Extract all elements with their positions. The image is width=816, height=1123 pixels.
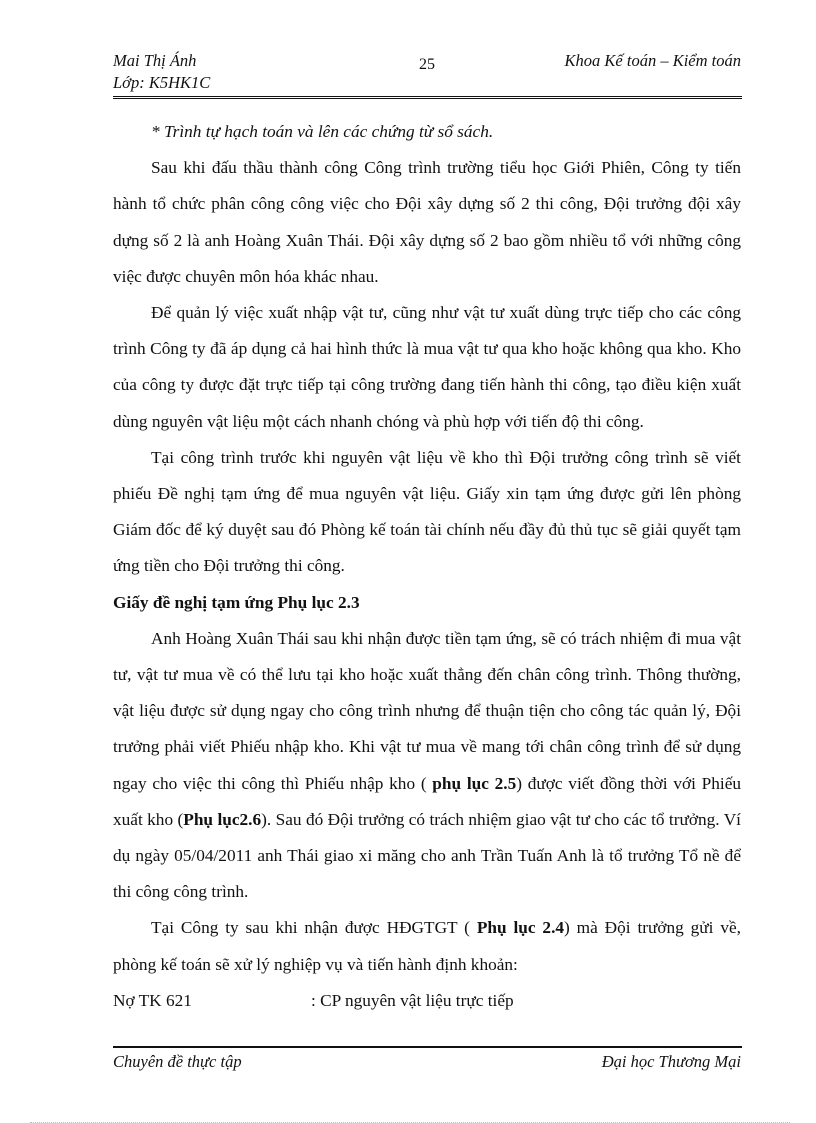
appendix-ref: Phụ lục 2.4	[469, 918, 565, 938]
header-rule	[113, 96, 742, 99]
entry-account: Nợ TK 621	[113, 990, 192, 1010]
paragraph-text: ) được viết đồng thời với Phiếu xuất kho (	[113, 773, 742, 829]
paragraph-text: Tại Công ty sau khi nhận được HĐGTGT (	[151, 918, 470, 938]
footer-rule	[113, 1046, 742, 1048]
paragraph-text: ) mà Đội trưởng gửi về, phòng kế toán sẽ xử lý nghiệp vụ và tiến hành định khoản:	[113, 918, 741, 974]
appendix-ref: phụ lục 2.5	[426, 773, 517, 793]
section-subtitle: * Trình tự hạch toán và lên các chứng từ sổ sách.	[151, 122, 494, 141]
page-header	[113, 50, 741, 98]
paragraph	[113, 621, 741, 911]
department-name: Khoa Kế toán – Kiểm toán	[564, 51, 741, 70]
paragraph	[113, 910, 741, 982]
document-body	[113, 114, 741, 1019]
author-name: Mai Thị Ánh	[113, 51, 197, 70]
footer-left: Chuyên đề thực tập	[113, 1052, 242, 1071]
footer-right: Đại học Thương Mại	[601, 1052, 741, 1071]
page-footer	[113, 1052, 741, 1076]
page-number: 25	[419, 56, 435, 73]
appendix-ref: Phụ lục2.6	[183, 809, 262, 829]
entry-description: : CP nguyên vật liệu trực tiếp	[311, 990, 514, 1010]
paragraph: Tại công trình trước khi nguyên vật liệu về kho thì Đội trưởng công trình sẽ viết phiếu Đề nghị tạm ứng để mua nguyên vật liệu. Giấy xin tạm ứng được gửi lên phòng Giám đốc để ký duyệt sau đó Phòng kế toán tài chính nếu đầy đủ thủ tục sẽ giải quyết tạm ứng tiền cho Đội trưởng thi công.	[113, 447, 741, 576]
paragraph-text: Anh Hoàng Xuân Thái sau khi nhận được tiền tạm ứng, sẽ có trách nhiệm đi mua vật tư, vật tư mua về có thể lưu tại kho hoặc xuất thẳng đến chân công trình. Thông thường, vật liệu được sử dụng ngay cho công trình nhưng để thuận tiện cho công tác quản lý, Đội trưởng phải viết Phiếu nhập kho. Khi vật tư mua về mang tới chân công trình để sử dụng ngay cho việc thi công thì Phiếu nhập kho (	[113, 628, 741, 793]
section-heading: Giấy đề nghị tạm ứng Phụ lục 2.3	[113, 592, 360, 612]
paragraph: Sau khi đấu thầu thành công Công trình trường tiểu học Giới Phiên, Công ty tiến hành tổ chức phân công công việc cho Đội xây dựng số 2 thi công, Đội trưởng đội xây dựng số 2 là anh Hoàng Xuân Thái. Đội xây dựng số 2 bao gồm nhiều tổ với những công việc được chuyên môn hóa khác nhau.	[113, 158, 741, 286]
paragraph-text: ). Sau đó Đội trưởng có trách nhiệm giao vật tư cho các tổ trưởng. Ví dụ ngày 05/04/2011 anh Thái giao xi măng cho anh Trần Tuấn Anh là tổ trưởng Tổ nề để thi công công trình.	[113, 809, 741, 902]
class-name: Lớp: K5HK1C	[113, 73, 211, 92]
paragraph: Để quản lý việc xuất nhập vật tư, cũng như vật tư xuất dùng trực tiếp cho các công trình Công ty đã áp dụng cả hai hình thức là mua vật tư qua kho hoặc không qua kho. Kho của công ty được đặt trực tiếp tại công trường đang tiến hành thi công, tạo điều kiện xuất dùng nguyên vật liệu một cách nhanh chóng và phù hợp với tiến độ thi công.	[113, 303, 741, 431]
journal-entry-line	[113, 983, 741, 1019]
